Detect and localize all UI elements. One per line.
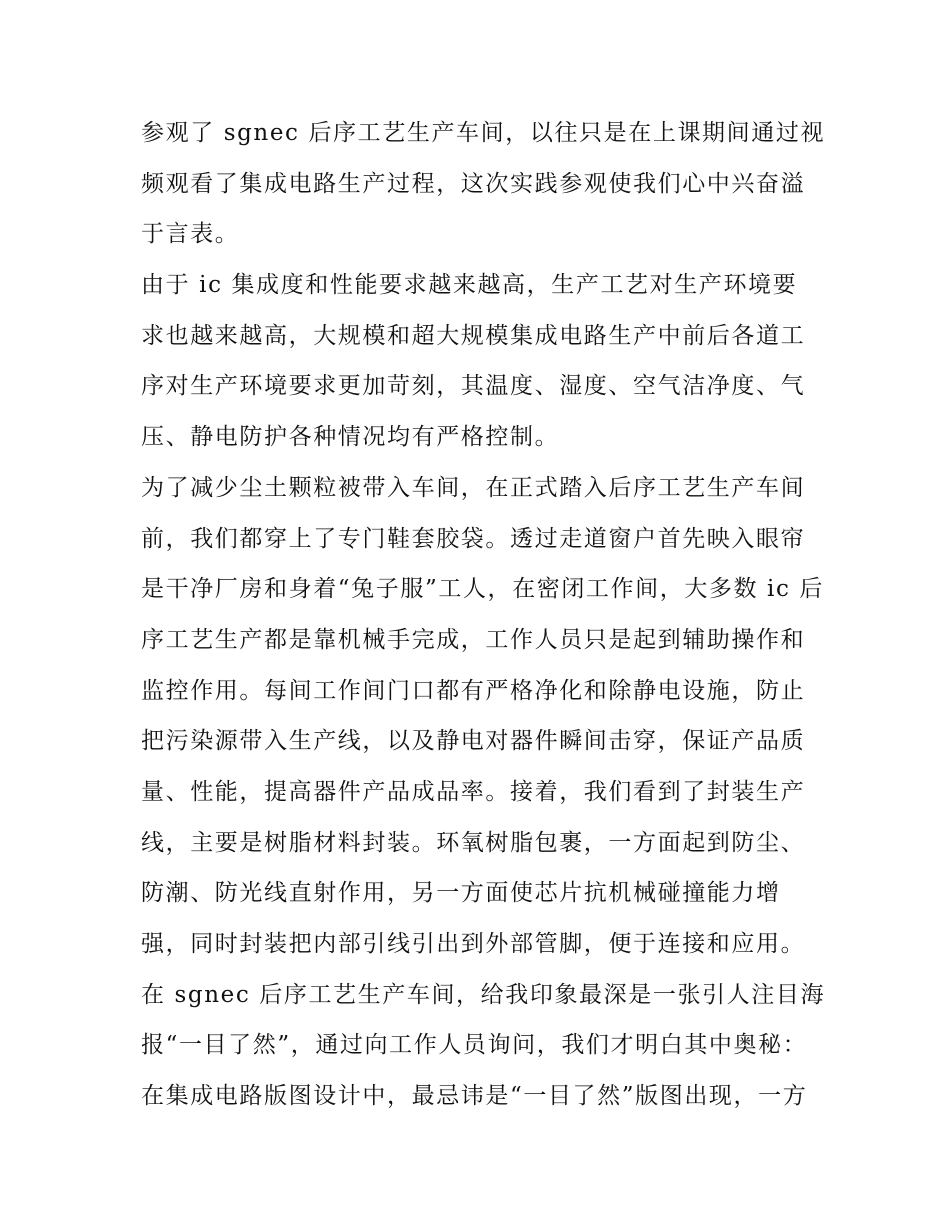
text-line: 求也越来越高，大规模和超大规模集成电路生产中前后各道工 <box>141 322 806 349</box>
text-line: 监控作用。每间工作间门口都有严格净化和除静电设施，防止 <box>141 677 806 704</box>
text-line: 前，我们都穿上了专门鞋套胶袋。透过走道窗户首先映入眼帘 <box>141 525 806 552</box>
text-line: 量、性能，提高器件产品成品率。接着，我们看到了封装生产 <box>141 778 806 805</box>
text-line: 频观看了集成电路生产过程，这次实践参观使我们心中兴奋溢 <box>141 170 806 197</box>
text-line: 序工艺生产都是靠机械手完成，工作人员只是起到辅助操作和 <box>141 626 806 653</box>
text-line: 报“一目了然”，通过向工作人员询问，我们才明白其中奥秘： <box>141 1032 808 1059</box>
text-line: 为了减少尘土颗粒被带入车间，在正式踏入后序工艺生产车间 <box>141 474 806 501</box>
text-line: 在集成电路版图设计中，最忌讳是“一目了然”版图出现，一方 <box>141 1083 808 1110</box>
text-line: 把污染源带入生产线，以及静电对器件瞬间击穿，保证产品质 <box>141 728 806 755</box>
text-line: 于言表。 <box>141 221 240 248</box>
text-line: 参观了 sgnec 后序工艺生产车间，以往只是在上课期间通过视 <box>141 120 826 146</box>
text-line: 序对生产环境要求更加苛刻，其温度、湿度、空气洁净度、气 <box>141 373 806 400</box>
text-line: 压、静电防护各种情况均有严格控制。 <box>141 424 560 451</box>
text-line: 强，同时封装把内部引线引出到外部管脚，便于连接和应用。 <box>141 931 806 957</box>
document-page <box>141 108 826 1122</box>
text-line: 在 sgnec 后序工艺生产车间，给我印象最深是一张引人注目海 <box>141 981 826 1008</box>
text-line: 是干净厂房和身着“兔子服”工人，在密闭工作间，大多数 ic 后 <box>141 576 824 603</box>
text-line: 防潮、防光线直射作用，另一方面使芯片抗机械碰撞能力增 <box>141 880 781 907</box>
text-line: 线，主要是树脂材料封装。环氧树脂包裹，一方面起到防尘、 <box>141 829 806 856</box>
text-line: 由于 ic 集成度和性能要求越来越高，生产工艺对生产环境要 <box>141 272 798 299</box>
